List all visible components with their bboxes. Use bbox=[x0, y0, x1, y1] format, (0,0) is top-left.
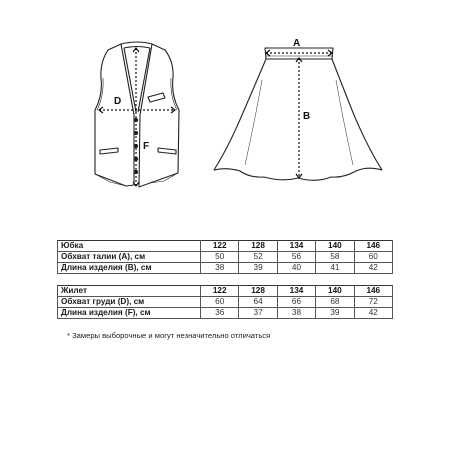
table-row bbox=[58, 263, 393, 274]
value-cell: 42 bbox=[354, 308, 392, 319]
row-label: Длина изделия (F), см bbox=[58, 308, 201, 319]
value-cell: 58 bbox=[316, 252, 354, 263]
size-cell: 140 bbox=[316, 241, 354, 252]
size-cell: 146 bbox=[354, 241, 392, 252]
value-cell: 41 bbox=[316, 263, 354, 274]
measurement-note: * Замеры выборочные и могут незначительно отличаться bbox=[67, 331, 271, 340]
value-cell: 56 bbox=[277, 252, 315, 263]
value-cell: 68 bbox=[316, 297, 354, 308]
value-cell: 60 bbox=[201, 297, 239, 308]
size-cell: 128 bbox=[239, 286, 277, 297]
vest-chest-measure bbox=[99, 107, 175, 113]
table-header-row bbox=[58, 241, 393, 252]
size-cell: 140 bbox=[316, 286, 354, 297]
skirt-length-measure bbox=[296, 58, 302, 178]
value-cell: 39 bbox=[316, 308, 354, 319]
size-cell: 122 bbox=[201, 241, 239, 252]
value-cell: 50 bbox=[201, 252, 239, 263]
size-cell: 122 bbox=[201, 286, 239, 297]
skirt-waist-measure bbox=[266, 50, 332, 56]
vest-table-title: Жилет bbox=[58, 286, 201, 297]
table-row bbox=[58, 308, 393, 319]
value-cell: 42 bbox=[354, 263, 392, 274]
value-cell: 72 bbox=[354, 297, 392, 308]
value-cell: 52 bbox=[239, 252, 277, 263]
skirt-drawing bbox=[214, 48, 382, 180]
vest-label-d: D bbox=[114, 96, 122, 107]
value-cell: 38 bbox=[277, 308, 315, 319]
size-cell: 134 bbox=[277, 286, 315, 297]
row-label: Обхват талии (А), см bbox=[58, 252, 201, 263]
skirt-table-title: Юбка bbox=[58, 241, 201, 252]
vest-size-table bbox=[57, 285, 393, 319]
value-cell: 66 bbox=[277, 297, 315, 308]
skirt-label-a: A bbox=[293, 38, 301, 49]
value-cell: 64 bbox=[239, 297, 277, 308]
value-cell: 36 bbox=[201, 308, 239, 319]
vest-label-f: F bbox=[143, 141, 150, 152]
table-header-row bbox=[58, 286, 393, 297]
size-cell: 134 bbox=[277, 241, 315, 252]
size-cell: 146 bbox=[354, 286, 392, 297]
value-cell: 60 bbox=[354, 252, 392, 263]
skirt-label-b: B bbox=[303, 111, 311, 122]
skirt-size-table bbox=[57, 240, 393, 274]
table-row bbox=[58, 252, 393, 263]
vest-drawing bbox=[95, 42, 179, 187]
value-cell: 37 bbox=[239, 308, 277, 319]
table-row bbox=[58, 297, 393, 308]
row-label: Обхват груди (D), см bbox=[58, 297, 201, 308]
value-cell: 39 bbox=[239, 263, 277, 274]
value-cell: 38 bbox=[201, 263, 239, 274]
size-cell: 128 bbox=[239, 241, 277, 252]
value-cell: 40 bbox=[277, 263, 315, 274]
row-label: Длина изделия (В), см bbox=[58, 263, 201, 274]
